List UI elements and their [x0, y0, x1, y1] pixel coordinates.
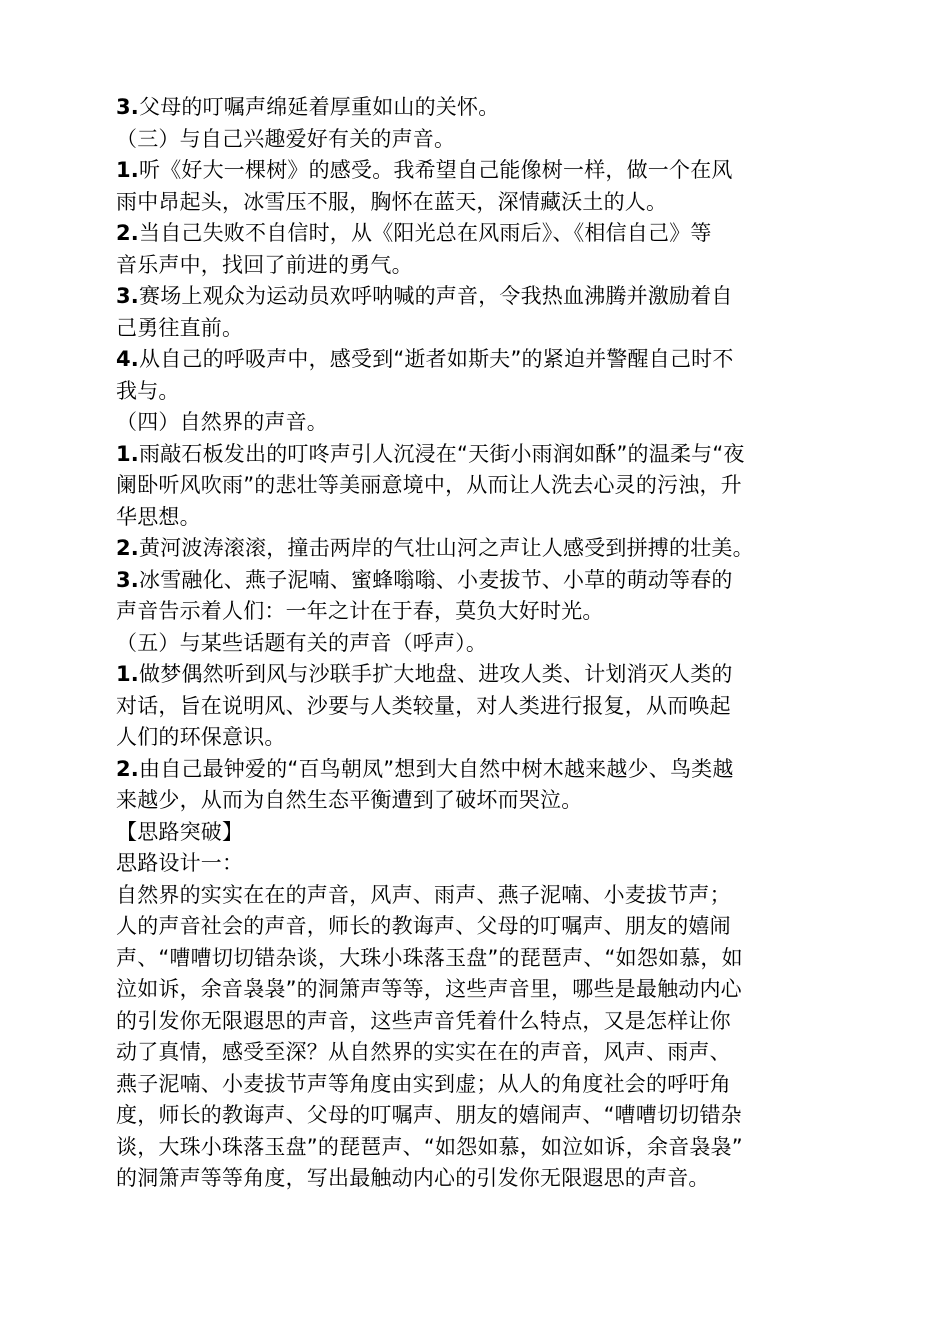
- item-number: 1.: [116, 441, 139, 466]
- line-text: 泣如诉，余音袅袅”的洞箫声等等，这些声音里，哪些是最触动内心: [116, 977, 742, 1001]
- line-text: 声、“嘈嘈切切错杂谈，大珠小珠落玉盘”的琵琶声、“如怨如慕，如: [116, 945, 743, 970]
- text-line: [116, 407, 836, 439]
- text-line: [116, 1132, 836, 1164]
- text-line: [116, 943, 836, 975]
- item-number: 3.: [116, 567, 139, 592]
- text-line: [116, 124, 836, 156]
- line-text: 自然界的实实在在的声音，风声、雨声、燕子泥喃、小麦拔节声；: [116, 882, 731, 907]
- document-page: [116, 92, 836, 1195]
- line-text: 做梦偶然听到风与沙联手扩大地盘、进攻人类、计划消灭人类的: [139, 662, 733, 686]
- line-text: 思路设计一：: [116, 851, 244, 875]
- text-line: [116, 596, 836, 628]
- item-number: 2.: [116, 221, 139, 245]
- line-text: 的引发你无限遐思的声音，这些声音凭着什么特点，又是怎样让你: [116, 1008, 731, 1033]
- line-text: 谈，大珠小珠落玉盘”的琵琶声、“如怨如慕，如泣如诉，余音袅袅”: [116, 1134, 743, 1159]
- line-text: 赛场上观众为运动员欢呼呐喊的声音，令我热血沸腾并激励着自: [139, 284, 733, 308]
- line-text: 当自己失败不自信时，从《阳光总在风雨后》、《相信自己》等: [139, 221, 712, 245]
- text-line: [116, 218, 836, 250]
- text-line: [116, 628, 836, 660]
- line-text: 动了真情，感受至深？从自然界的实实在在的声音，风声、雨声、: [116, 1040, 731, 1064]
- text-line: [116, 785, 836, 817]
- text-line: [116, 659, 836, 691]
- line-text: 对话，旨在说明风、沙要与人类较量，对人类进行报复，从而唤起: [116, 693, 731, 718]
- line-text: 我与。: [116, 378, 180, 403]
- item-number: 1.: [116, 158, 139, 182]
- text-line: [116, 911, 836, 943]
- line-text: 听《好大一棵树》的感受。我希望自己能像树一样，做一个在风: [139, 158, 733, 182]
- text-line: [116, 848, 836, 880]
- line-text: 黄河波涛滚滚，撞击两岸的气壮山河之声让人感受到拼搏的壮美。: [139, 536, 754, 560]
- item-number: 1.: [116, 662, 139, 686]
- line-text: 华思想。: [116, 504, 201, 529]
- text-line: [116, 92, 836, 124]
- line-text: 雨敲石板发出的叮咚声引人沉浸在“天街小雨润如酥”的温柔与“夜: [139, 441, 745, 466]
- line-text: 父母的叮嘱声绵延着厚重如山的关怀。: [139, 95, 500, 119]
- line-text: 燕子泥喃、小麦拔节声等角度由实到虚；从人的角度社会的呼吁角: [116, 1071, 731, 1096]
- text-line: [116, 1069, 836, 1101]
- line-text: （五）与某些话题有关的声音（呼声）。: [116, 630, 488, 655]
- item-number: 3.: [116, 95, 139, 119]
- text-line: [116, 1006, 836, 1038]
- text-line: [116, 281, 836, 313]
- line-text: 人们的环保意识。: [116, 725, 286, 749]
- item-number: 4.: [116, 347, 139, 371]
- text-line: [116, 817, 836, 849]
- line-text: 由自己最钟爱的“百鸟朝凤”想到大自然中树木越来越少、鸟类越: [139, 756, 734, 781]
- line-text: 的洞箫声等等角度，写出最触动内心的引发你无限遐思的声音。: [116, 1166, 710, 1190]
- text-line: [116, 533, 836, 565]
- line-text: 来越少，从而为自然生态平衡遭到了破坏而哭泣。: [116, 788, 583, 812]
- text-line: [116, 722, 836, 754]
- line-text: 音乐声中，找回了前进的勇气。: [116, 252, 413, 277]
- text-line: [116, 1037, 836, 1069]
- text-line: [116, 250, 836, 282]
- text-line: [116, 187, 836, 219]
- line-text: 己勇往直前。: [116, 315, 244, 340]
- line-text: 声音告示着人们：一年之计在于春，莫负大好时光。: [116, 599, 604, 623]
- text-line: [116, 880, 836, 912]
- line-text: 【思路突破】: [116, 819, 244, 844]
- line-text: 人的声音社会的声音，师长的教诲声、父母的叮嘱声、朋友的嬉闹: [116, 914, 731, 938]
- line-text: （四）自然界的声音。: [116, 410, 328, 434]
- text-line: [116, 155, 836, 187]
- text-line: [116, 691, 836, 723]
- text-line: [116, 344, 836, 376]
- text-line: [116, 313, 836, 345]
- line-text: （三）与自己兴趣爱好有关的声音。: [116, 126, 456, 151]
- text-line: [116, 470, 836, 502]
- text-line: [116, 974, 836, 1006]
- line-text: 度，师长的教诲声、父母的叮嘱声、朋友的嬉闹声、“嘈嘈切切错杂: [116, 1103, 742, 1127]
- text-line: [116, 1163, 836, 1195]
- text-line: [116, 754, 836, 786]
- text-line: [116, 502, 836, 534]
- line-text: 从自己的呼吸声中，感受到“逝者如斯夫”的紧迫并警醒自己时不: [139, 347, 734, 371]
- text-line: [116, 565, 836, 597]
- line-text: 雨中昂起头，冰雪压不服，胸怀在蓝天，深情藏沃土的人。: [116, 189, 668, 214]
- text-line: [116, 439, 836, 471]
- text-line: [116, 376, 836, 408]
- text-line: [116, 1100, 836, 1132]
- item-number: 3.: [116, 284, 139, 308]
- line-text: 冰雪融化、燕子泥喃、蜜蜂嗡嗡、小麦拔节、小草的萌动等春的: [139, 567, 733, 592]
- item-number: 2.: [116, 756, 139, 781]
- item-number: 2.: [116, 536, 139, 560]
- line-text: 阑卧听风吹雨”的悲壮等美丽意境中，从而让人洗去心灵的污浊，升: [116, 473, 742, 497]
